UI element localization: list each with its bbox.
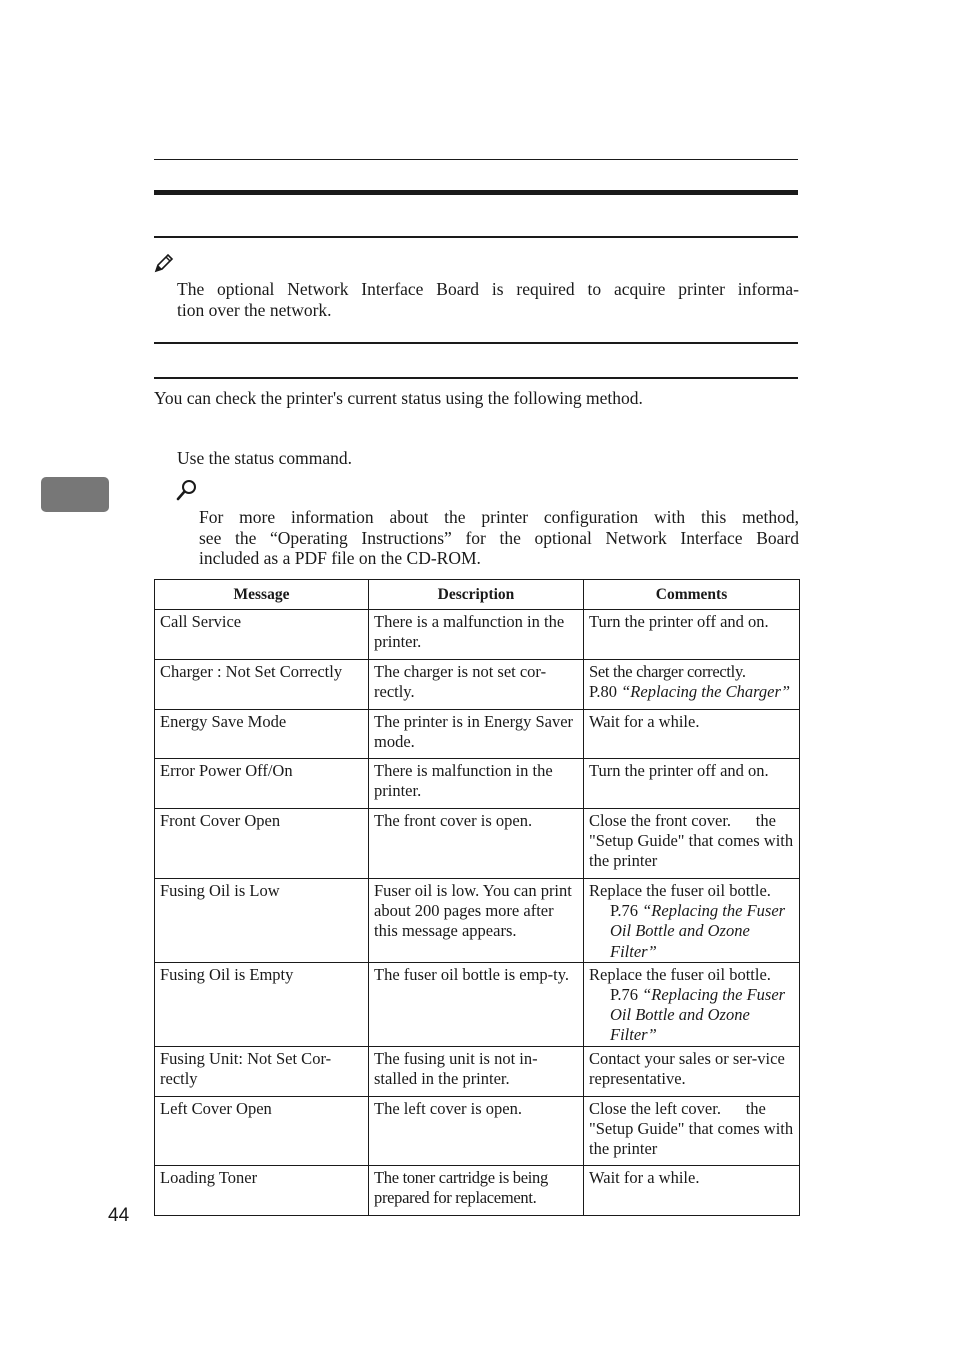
cell-message: Fusing Unit: Not Set Cor-rectly (155, 1046, 369, 1096)
header-thick-rule (154, 190, 798, 195)
header-message: Message (155, 580, 369, 610)
cell-message: Energy Save Mode (155, 710, 369, 759)
ref-page: P.80 (589, 682, 617, 702)
reference-line-2: see the “Operating Instructions” for the optional Network Interface Board (199, 527, 799, 548)
table-row (155, 1046, 800, 1096)
comment-reference (589, 901, 794, 962)
table-header-row (155, 580, 800, 610)
cell-description: The printer is in Energy Saver mode. (369, 710, 584, 759)
table-row (155, 1096, 800, 1165)
cell-comment (584, 879, 800, 963)
cell-description: The toner cartridge is being prepared for replacement. (369, 1165, 584, 1215)
comment-reference (589, 985, 794, 1046)
cell-comment: Contact your sales or ser-vice representative. (584, 1046, 800, 1096)
cell-comment: Close the left cover. the "Setup Guide" that comes with the printer (584, 1096, 800, 1165)
cell-comment: Close the front cover. the "Setup Guide" that comes with the printer (584, 809, 800, 879)
ref-title: “Replacing the Charger” (621, 682, 791, 702)
section-sub-rule (154, 377, 798, 379)
table-row (155, 1165, 800, 1215)
header-description: Description (369, 580, 584, 610)
comment-text: Set the charger correctly. (589, 662, 746, 681)
note-line-1: The optional Network Interface Board is required to acquire printer informa- (177, 279, 799, 299)
cell-comment: Wait for a while. (584, 710, 800, 759)
cell-description: The charger is not set cor-rectly. (369, 660, 584, 710)
cell-comment (584, 962, 800, 1046)
cell-message: Error Power Off/On (155, 759, 369, 809)
cell-message: Fusing Oil is Low (155, 879, 369, 963)
note-top-rule (154, 236, 798, 238)
comment-text: Replace the fuser oil bottle. (589, 964, 771, 984)
cell-description: The front cover is open. (369, 809, 584, 879)
reference-line-3: included as a PDF file on the CD-ROM. (199, 548, 481, 568)
magnifier-reference-icon (175, 478, 199, 502)
table-row (155, 962, 800, 1046)
step-text: Use the status command. (177, 448, 352, 468)
table-row (155, 759, 800, 809)
comment-text: Replace the fuser oil bottle. (589, 881, 771, 900)
ref-page: P.76 (610, 901, 638, 921)
section-top-rule (154, 342, 798, 344)
status-message-table (154, 579, 800, 1216)
cell-description: There is a malfunction in the printer. (369, 610, 584, 660)
cell-description: There is malfunction in the printer. (369, 759, 584, 809)
reference-text (199, 507, 799, 569)
cell-message: Front Cover Open (155, 809, 369, 879)
cell-description: The fuser oil bottle is emp-ty. (369, 962, 584, 1046)
header-thin-rule (154, 159, 798, 160)
cell-comment: Turn the printer off and on. (584, 610, 800, 660)
pencil-note-icon (153, 252, 175, 274)
note-text (177, 279, 799, 320)
table-row (155, 610, 800, 660)
header-comments: Comments (584, 580, 800, 610)
table-row (155, 660, 800, 710)
reference-line-1: For more information about the printer configuration with this method, (199, 507, 799, 527)
table-row (155, 809, 800, 879)
note-line-2: tion over the network. (177, 299, 332, 320)
cell-description: The left cover is open. (369, 1096, 584, 1165)
cell-message: Loading Toner (155, 1165, 369, 1215)
page-number: 44 (108, 1205, 130, 1226)
ref-title: “Replacing the Fuser Oil Bottle and Ozone Filter” (610, 901, 786, 961)
ref-page: P.76 (610, 985, 638, 1005)
cell-message: Left Cover Open (155, 1096, 369, 1165)
comment-reference (589, 682, 794, 702)
cell-comment (584, 660, 800, 710)
ref-title: “Replacing the Fuser Oil Bottle and Ozone Filter” (610, 985, 786, 1045)
cell-comment: Turn the printer off and on. (584, 759, 800, 809)
cell-message: Fusing Oil is Empty (155, 962, 369, 1046)
table-row (155, 710, 800, 759)
cell-message: Charger : Not Set Correctly (155, 660, 369, 710)
cell-description: The fusing unit is not in-stalled in the printer. (369, 1046, 584, 1096)
intro-text: You can check the printer's current status using the following method. (154, 388, 643, 408)
table-row (155, 879, 800, 963)
chapter-tab-marker (41, 477, 109, 512)
cell-description: Fuser oil is low. You can print about 200 pages more after this message appears. (369, 879, 584, 963)
cell-comment: Wait for a while. (584, 1165, 800, 1215)
cell-message: Call Service (155, 610, 369, 660)
